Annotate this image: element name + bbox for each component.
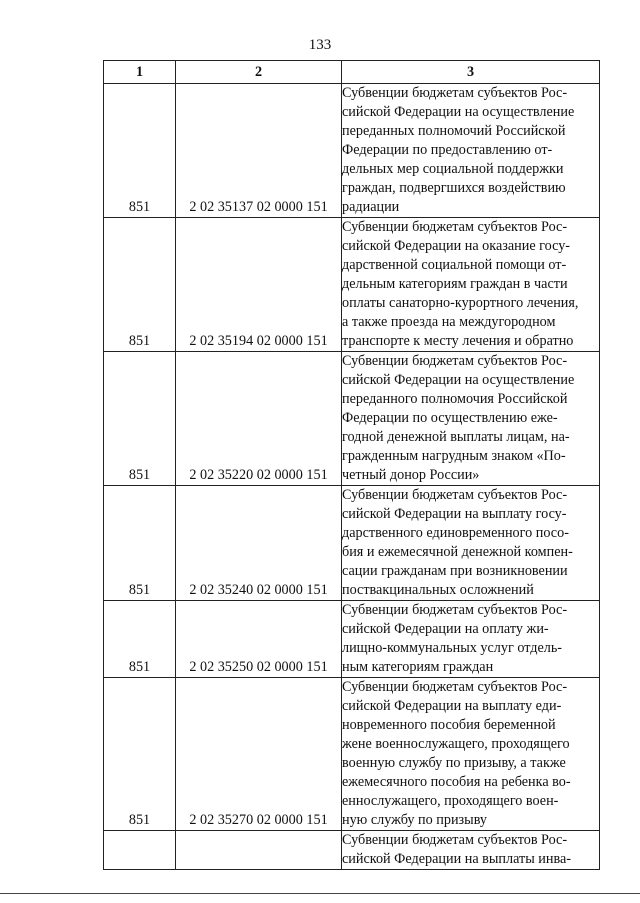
description-line: Субвенции бюджетам субъектов Рос- <box>342 679 568 695</box>
description-line: переданных полномочий Российской <box>342 123 566 139</box>
description-line: четный донор России» <box>342 467 480 483</box>
description-line: оплаты санаторно-курортного лечения, <box>342 295 579 311</box>
description-line: Субвенции бюджетам субъектов Рос- <box>342 219 568 235</box>
header-row <box>104 61 600 84</box>
budget-code-cell: 2 02 35194 02 0000 151 <box>176 218 342 352</box>
description-line: Субвенции бюджетам субъектов Рос- <box>342 487 568 503</box>
description-line: ежемесячного пособия на ребенка во- <box>342 774 571 790</box>
page-number: 133 <box>308 37 332 53</box>
table-row <box>104 218 600 352</box>
admin-code-cell: 851 <box>104 218 176 352</box>
description-line: Федерации по осуществлению еже- <box>342 410 558 426</box>
description-line: сийской Федерации на оплату жи- <box>342 621 549 637</box>
description-line: ную службу по призыву <box>342 812 488 828</box>
budget-code-cell <box>176 831 342 870</box>
table-row <box>104 352 600 486</box>
header-col-2: 2 <box>176 61 342 84</box>
description-cell <box>342 84 600 218</box>
description-cell <box>342 486 600 601</box>
budget-code-cell: 2 02 35240 02 0000 151 <box>176 486 342 601</box>
description-line: Федерации по предоставлению от- <box>342 142 553 158</box>
description-line: лищно-коммунальных услуг отдель- <box>342 640 563 656</box>
description-line: дельным категориям граждан в части <box>342 276 568 292</box>
description-line: а также проезда на междугородном <box>342 314 556 330</box>
description-line: годной денежной выплаты лицам, на- <box>342 429 570 445</box>
admin-code-cell: 851 <box>104 84 176 218</box>
table-row <box>104 601 600 678</box>
table-row <box>104 84 600 218</box>
description-line: Субвенции бюджетам субъектов Рос- <box>342 353 568 369</box>
budget-table <box>103 60 600 870</box>
table-row <box>104 678 600 831</box>
description-line: дарственного единовременного посо- <box>342 525 569 541</box>
header-col-1: 1 <box>104 61 176 84</box>
description-line: бия и ежемесячной денежной компен- <box>342 544 573 560</box>
description-cell <box>342 831 600 870</box>
description-line: еннослужащего, проходящего воен- <box>342 793 559 809</box>
description-line: дельных мер социальной поддержки <box>342 161 564 177</box>
table-row <box>104 831 600 870</box>
description-line: сации гражданам при возникновении <box>342 563 568 579</box>
description-line: гражденным нагрудным знаком «По- <box>342 448 566 464</box>
description-line: сийской Федерации на оказание госу- <box>342 238 571 254</box>
description-cell <box>342 601 600 678</box>
description-line: Субвенции бюджетам субъектов Рос- <box>342 85 568 101</box>
description-line: сийской Федерации на выплаты инва- <box>342 851 572 867</box>
description-line: переданного полномочия Российской <box>342 391 568 407</box>
description-cell <box>342 218 600 352</box>
description-line: сийской Федерации на выплату еди- <box>342 698 562 714</box>
description-line: ным категориям граждан <box>342 659 494 675</box>
description-line: жене военнослужащего, проходящего <box>342 736 570 752</box>
admin-code-cell: 851 <box>104 486 176 601</box>
description-line: граждан, подвергшихся воздействию <box>342 180 566 196</box>
description-line: новременного пособия беременной <box>342 717 556 733</box>
description-line: дарственной социальной помощи от- <box>342 257 567 273</box>
description-line: Субвенции бюджетам субъектов Рос- <box>342 602 568 618</box>
page-bottom-rule <box>0 893 640 894</box>
description-line: поствакцинальных осложнений <box>342 582 534 598</box>
description-line: сийской Федерации на выплату госу- <box>342 506 567 522</box>
admin-code-cell: 851 <box>104 601 176 678</box>
budget-code-cell: 2 02 35250 02 0000 151 <box>176 601 342 678</box>
table-row <box>104 486 600 601</box>
description-cell <box>342 352 600 486</box>
admin-code-cell: 851 <box>104 678 176 831</box>
admin-code-cell <box>104 831 176 870</box>
header-col-3: 3 <box>342 61 600 84</box>
budget-code-cell: 2 02 35137 02 0000 151 <box>176 84 342 218</box>
description-line: сийской Федерации на осуществление <box>342 372 575 388</box>
description-cell <box>342 678 600 831</box>
description-line: Субвенции бюджетам субъектов Рос- <box>342 832 568 848</box>
description-line: сийской Федерации на осуществление <box>342 104 575 120</box>
description-line: военную службу по призыву, а также <box>342 755 566 771</box>
budget-code-cell: 2 02 35220 02 0000 151 <box>176 352 342 486</box>
description-line: радиации <box>342 199 400 215</box>
description-line: транспорте к месту лечения и обратно <box>342 333 574 349</box>
admin-code-cell: 851 <box>104 352 176 486</box>
budget-code-cell: 2 02 35270 02 0000 151 <box>176 678 342 831</box>
